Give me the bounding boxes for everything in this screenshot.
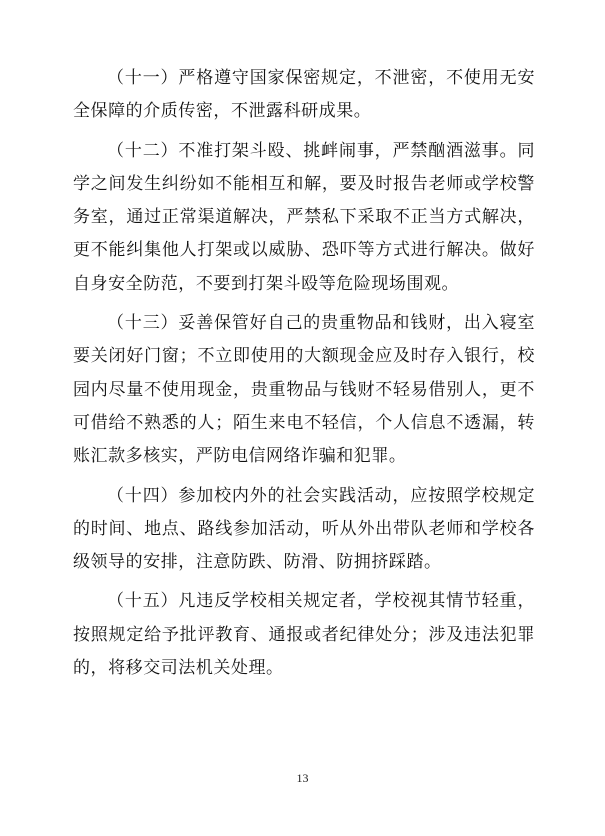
paragraph-13: （十三）妥善保管好自己的贵重物品和钱财，出入寝室要关闭好门窗；不立即使用的大额现金应及时存入银行，校园内尽量不使用现金，贵重物品与钱财不轻易借别人，更不可借给不熟悉的人；陌生来电不轻信，个人信息不透漏，转账汇款多核实，严防电信网络诈骗和犯罪。: [73, 313, 535, 467]
paragraph-11: （十一）严格遵守国家保密规定，不泄密，不使用无安全保障的介质传密，不泄露科研成果。: [73, 68, 535, 122]
paragraph-15: （十五）凡违反学校相关规定者，学校视其情节轻重，按照规定给予批评教育、通报或者纪律处分；涉及违法犯罪的，将移交司法机关处理。: [73, 591, 535, 679]
paragraph-12: （十二）不准打架斗殴、挑衅闹事，严禁酗酒滋事。同学之间发生纠纷如不能相互和解，要及时报告老师或学校警务室，通过正常渠道解决，严禁私下采取不正当方式解决，更不能纠集他人打架或以威胁、恐吓等方式进行解决。做好自身安全防范，不要到打架斗殴等危险现场围观。: [73, 140, 535, 294]
page-number: 13: [296, 771, 309, 785]
paragraph-14: （十四）参加校内外的社会实践活动，应按照学校规定的时间、地点、路线参加活动，听从外出带队老师和学校各级领导的安排，注意防跌、防滑、防拥挤踩踏。: [73, 485, 535, 573]
document-body: [73, 62, 535, 691]
